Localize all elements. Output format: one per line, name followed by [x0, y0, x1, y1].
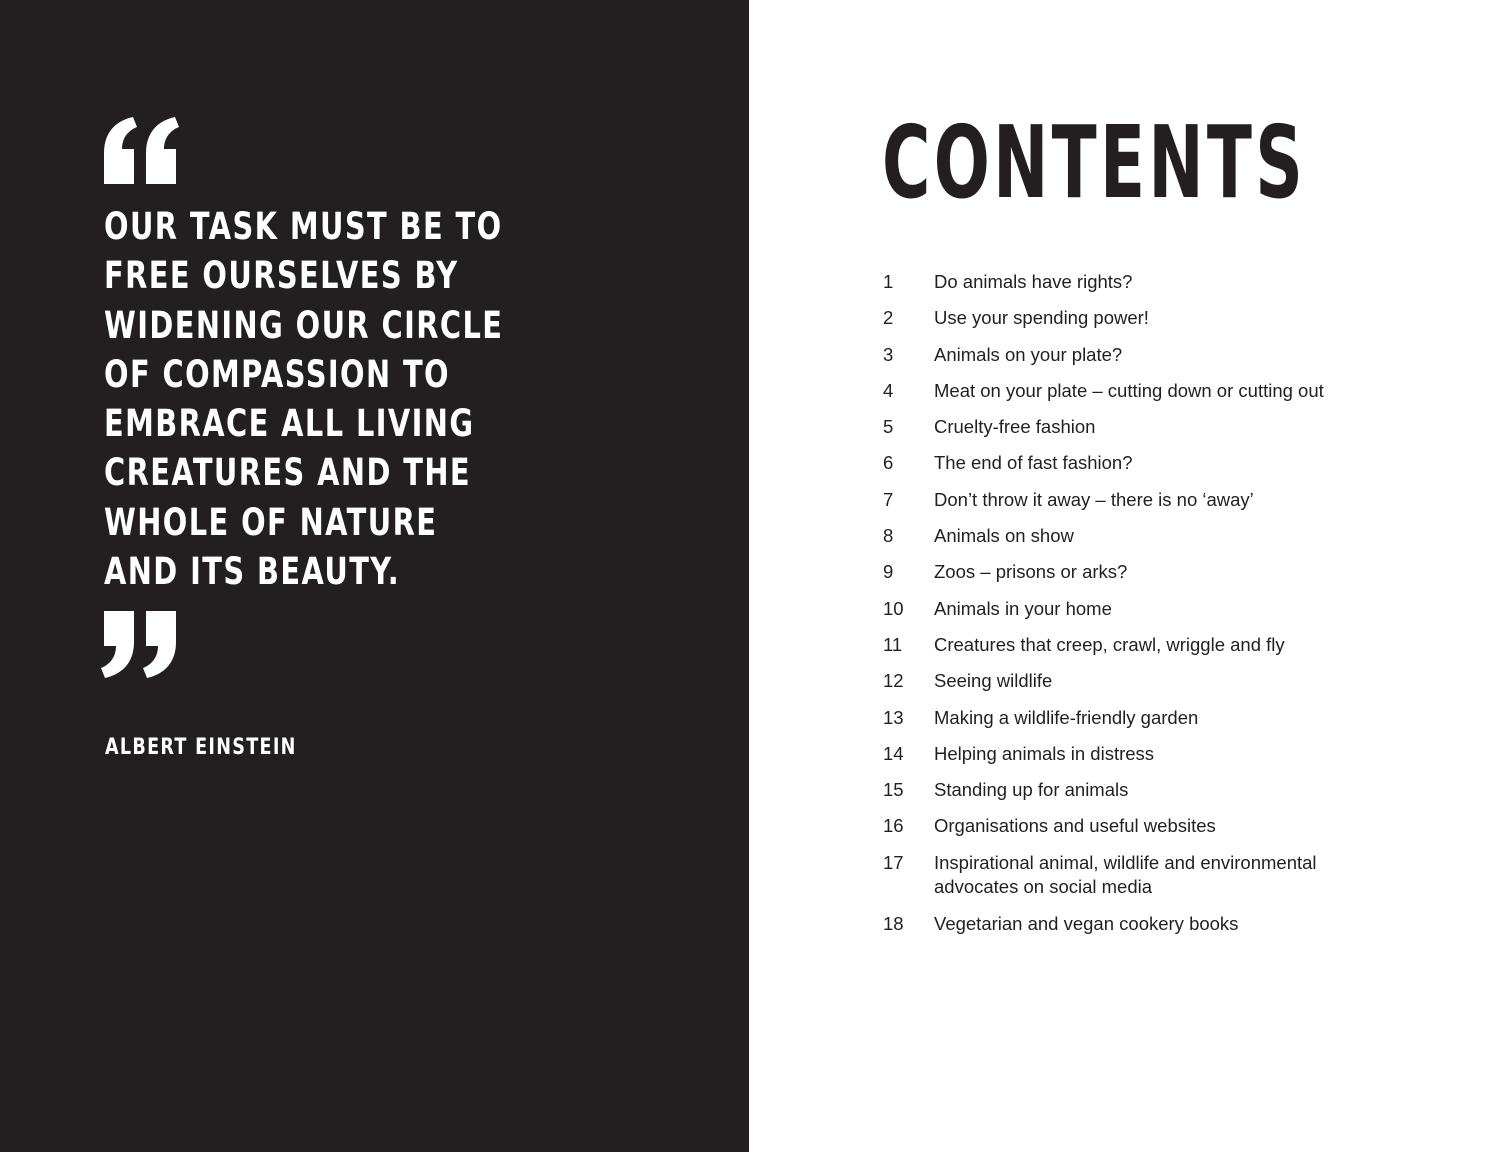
- chapter-title-line: advocates on social media: [934, 876, 1153, 898]
- list-item: [883, 379, 1403, 404]
- quote-page: [0, 0, 749, 1152]
- chapter-title: Meat on your plate – cutting down or cutting out: [934, 379, 1324, 401]
- chapter-title: Animals in your home: [934, 597, 1112, 619]
- chapter-number: 8: [883, 525, 894, 547]
- chapter-title: Animals on your plate?: [934, 343, 1123, 365]
- chapter-number: 15: [883, 779, 904, 801]
- list-item: [883, 912, 1403, 937]
- list-item: [883, 270, 1403, 295]
- chapter-title: Seeing wildlife: [934, 670, 1053, 692]
- quote-line: CREATURES AND THE: [104, 451, 472, 495]
- chapter-number: 13: [883, 706, 904, 728]
- chapter-title: Helping animals in distress: [934, 742, 1155, 764]
- chapter-title: Don’t throw it away – there is no ‘away’: [934, 488, 1254, 510]
- chapter-title: The end of fast fashion?: [934, 452, 1133, 474]
- quote-line: OF COMPASSION TO: [104, 352, 451, 396]
- close-quote-icon: [100, 610, 184, 678]
- quote-line: FREE OURSELVES BY: [104, 254, 459, 298]
- list-item: [883, 524, 1403, 549]
- contents-list: [883, 270, 1403, 948]
- page-title: CONTENTS: [882, 104, 1307, 221]
- quote-line: AND ITS BEAUTY.: [104, 550, 401, 594]
- chapter-title: Cruelty-free fashion: [934, 416, 1096, 438]
- quote-line: WIDENING OUR CIRCLE: [104, 303, 504, 347]
- list-item: [883, 488, 1403, 513]
- quote-line: WHOLE OF NATURE: [104, 500, 438, 544]
- chapter-title: Vegetarian and vegan cookery books: [934, 912, 1239, 934]
- chapter-number: 2: [883, 307, 894, 329]
- list-item: [883, 778, 1403, 803]
- list-item: [883, 560, 1403, 585]
- list-item: [883, 415, 1403, 440]
- chapter-number: 4: [883, 379, 894, 401]
- chapter-number: 3: [883, 343, 894, 365]
- list-item: [883, 451, 1403, 476]
- list-item: [883, 706, 1403, 731]
- list-item: [883, 851, 1403, 900]
- chapter-number: 12: [883, 670, 904, 692]
- list-item: [883, 343, 1403, 368]
- list-item: [883, 814, 1403, 839]
- quote-attribution: ALBERT EINSTEIN: [105, 735, 297, 760]
- list-item: [883, 742, 1403, 767]
- chapter-number: 18: [883, 912, 904, 934]
- chapter-title: Use your spending power!: [934, 307, 1149, 329]
- chapter-number: 14: [883, 742, 904, 764]
- list-item: [883, 597, 1403, 622]
- chapter-title-line: Inspirational animal, wildlife and environmental: [934, 851, 1317, 873]
- chapter-number: 16: [883, 815, 904, 837]
- chapter-title: Standing up for animals: [934, 779, 1129, 801]
- list-item: [883, 306, 1403, 331]
- chapter-number: 17: [883, 851, 904, 873]
- list-item: [883, 669, 1403, 694]
- chapter-number: 9: [883, 561, 894, 583]
- chapter-title: Do animals have rights?: [934, 271, 1133, 292]
- chapter-number: 10: [883, 597, 904, 619]
- list-item: [883, 633, 1403, 658]
- quote-line: OUR TASK MUST BE TO: [104, 205, 503, 248]
- chapter-title: Animals on show: [934, 525, 1074, 547]
- chapter-number: 6: [883, 452, 894, 474]
- chapter-title: [934, 851, 1403, 900]
- open-quote-icon: [100, 117, 184, 185]
- contents-page: [749, 0, 1500, 1152]
- chapter-title: Zoos – prisons or arks?: [934, 561, 1128, 583]
- quote-text: [104, 202, 704, 596]
- chapter-number: 7: [883, 488, 894, 510]
- chapter-title: Making a wildlife-friendly garden: [934, 706, 1199, 728]
- chapter-number: 1: [883, 271, 894, 292]
- quote-line: EMBRACE ALL LIVING: [104, 402, 475, 446]
- chapter-number: 11: [883, 633, 903, 655]
- chapter-number: 5: [883, 416, 894, 438]
- chapter-title: Organisations and useful websites: [934, 815, 1216, 837]
- chapter-title: Creatures that creep, crawl, wriggle and fly: [934, 633, 1285, 655]
